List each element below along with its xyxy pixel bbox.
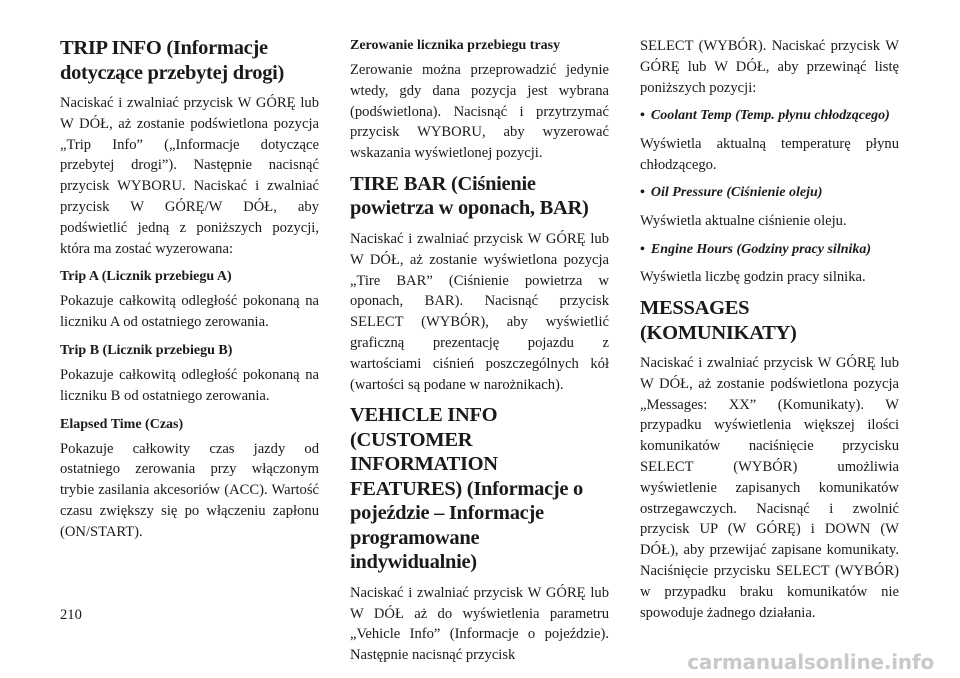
paragraph-oil-pressure: Wyświetla aktualne ciśnienie oleju. <box>640 212 847 229</box>
subheading-trip-b: Trip B (Licznik przebiegu B) <box>60 342 233 358</box>
bullet-label: Engine Hours (Godziny pracy silnika) <box>650 241 872 257</box>
bullet-dot-icon: • <box>640 108 645 124</box>
paragraph-engine-hours: Wyświetla liczbę godzin pracy silnika. <box>640 269 866 286</box>
watermark: carmanualsonline.info <box>687 650 934 674</box>
heading-trip-info: TRIP INFO (Informacje dotyczące przebytej drogi) <box>60 37 285 84</box>
paragraph-select-list: SELECT (WYBÓR). Naciskać przycisk W GÓRĘ lub W DÓŁ, aby przewinąć listę poniższych pozycji: <box>640 38 899 96</box>
subheading-trip-reset: Zerowanie licznika przebiegu trasy <box>350 38 561 53</box>
heading-messages: MESSAGES (KOMUNIKATY) <box>640 297 797 344</box>
column-left <box>60 36 319 551</box>
bullet-label: Coolant Temp (Temp. płynu chłodzącego) <box>650 108 890 124</box>
bullet-dot-icon: • <box>640 185 645 201</box>
heading-tire-bar: TIRE BAR (Ciśnienie powietrza w oponach, BAR) <box>350 172 589 220</box>
paragraph-trip-reset: Zerowanie można przeprowadzić jedynie wtedy, gdy dana pozycja jest wybrana (podświetlona). Nacisnąć i przytrzymać przycisk WYBORU, aby wyzerować wskazania wyświetlonej pozycji. <box>350 62 609 162</box>
subheading-elapsed-time: Elapsed Time (Czas) <box>60 416 184 432</box>
paragraph-vehicle-info: Naciskać i zwalniać przycisk W GÓRĘ lub W DÓŁ aż do wyświetlenia parametru „Vehicle Info” (Informacje o pojeździe). Następnie nacisnąć przycisk <box>350 584 609 664</box>
bullet-engine-hours <box>640 240 899 260</box>
paragraph-messages: Naciskać i zwalniać przycisk W GÓRĘ lub W DÓŁ, aż zostanie podświetlona pozycja „Messages: XX” (Komunikaty). W przypadku wyświetlenia większej ilości komunikatów naciśnięcie przycisku SELECT (WYBÓR) umożliwia wyświetlenie zapisanych komunikatów ostrzegawczych. Nacisnąć i zwolnić przycisk UP (W GÓRĘ) i DOWN (W DÓŁ), aby przewijać zapisane komunikaty. Naciśnięcie przycisku SELECT (WYBÓR) w przypadku braku komunikatów nie spowoduje żadnego działania. <box>640 355 899 621</box>
bullet-coolant-temp <box>640 106 899 126</box>
paragraph-trip-b: Pokazuje całkowitą odległość pokonaną na liczniku B od ostatniego zerowania. <box>60 366 319 404</box>
paragraph-elapsed-time: Pokazuje całkowity czas jazdy od ostatniego zerowania przy włączonym trybie zasilania akcesoriów (ACC). Wartość czasu zwiększy się po włączeniu zapłonu (ON/START). <box>60 440 319 540</box>
bullet-label: Oil Pressure (Ciśnienie oleju) <box>650 185 823 201</box>
bullet-dot-icon: • <box>640 241 645 257</box>
page-number: 210 <box>60 607 82 623</box>
paragraph-trip-a: Pokazuje całkowitą odległość pokonaną na liczniku A od ostatniego zerowania. <box>60 293 319 331</box>
paragraph-tire-bar: Naciskać i zwalniać przycisk W GÓRĘ lub W DÓŁ, aż zostanie wyświetlona pozycja „Tire BAR” (Ciśnienie powietrza w oponach, BAR). Nacisnąć przycisk SELECT (WYBÓR), aby wyświetlić graficzną prezentację pojazdu z wartościami ciśnień poszczególnych kół (wartości są podane w narożnikach). <box>350 230 609 393</box>
paragraph-coolant-temp: Wyświetla aktualną temperaturę płynu chłodzącego. <box>640 135 899 173</box>
bullet-oil-pressure <box>640 183 899 203</box>
column-right <box>640 36 899 631</box>
heading-vehicle-info: VEHICLE INFO (CUSTOMER INFORMATION FEATURES) (Informacje o pojeździe – Informacje programowane indywidualnie) <box>350 404 583 574</box>
subheading-trip-a: Trip A (Licznik przebiegu A) <box>60 269 232 285</box>
column-middle <box>350 36 609 674</box>
paragraph-trip-info: Naciskać i zwalniać przycisk W GÓRĘ lub W DÓŁ, aż zostanie podświetlona pozycja „Trip Info” („Informacje dotyczące przebytej drogi”). Następnie nacisnąć przycisk WYBORU. Naciskać i zwalniać przycisk W GÓRĘ/W DÓŁ, aby podświetlić jedną z poniższych pozycji, która ma zostać wyzerowana: <box>60 95 319 257</box>
